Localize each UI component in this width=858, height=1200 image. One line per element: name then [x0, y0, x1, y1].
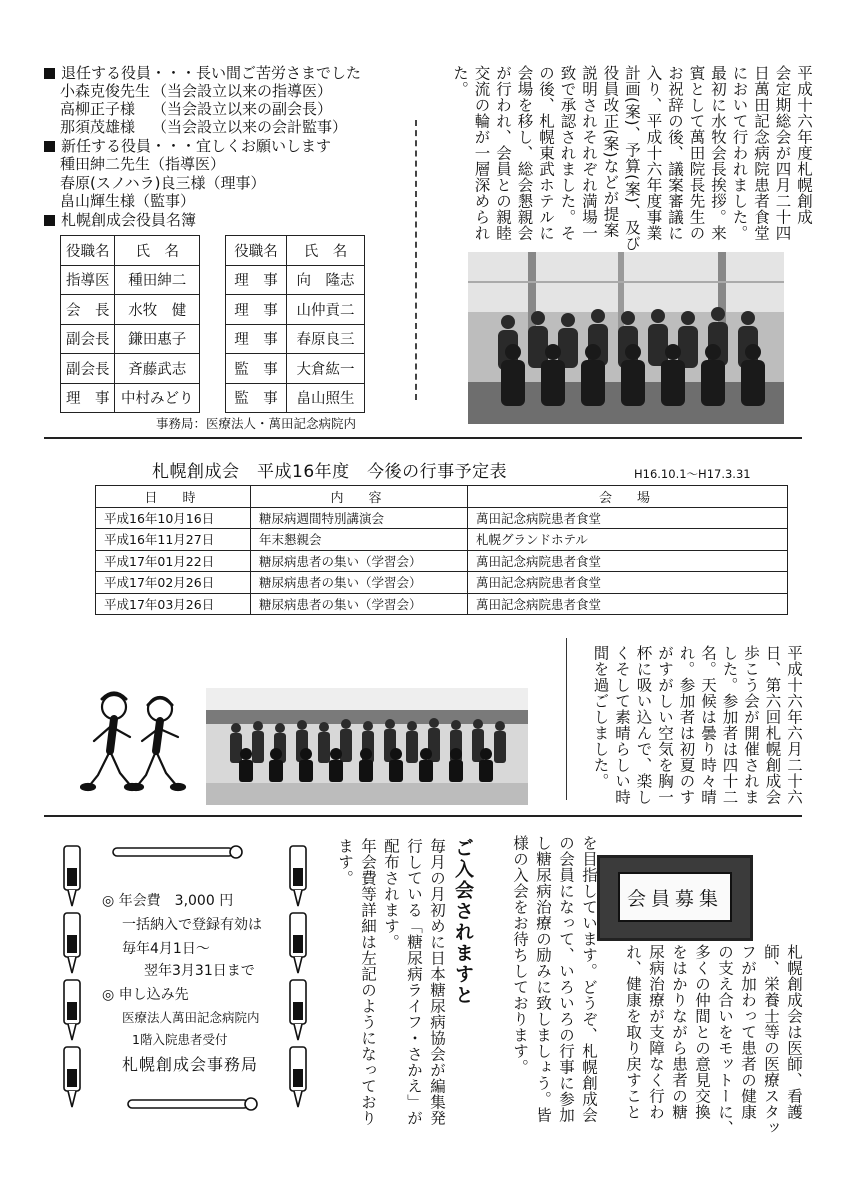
roster-header-name: 氏 名 [115, 236, 200, 266]
fee-info-box [58, 838, 328, 1118]
roster-row: 指導医 種田紳二 [61, 265, 200, 295]
square-bullet-icon [44, 215, 55, 226]
annual-fee-label: ◎ 年会費 3,000 円 [102, 893, 234, 909]
walk-event-text: 平成十六年六月二十六 日、第六回札幌創成会 歩こう会が開催されま した。参加者は四十二 名。天候は曇り時々晴 れ。参加者は初夏のす がすがしい空気を胸一 杯に吸い込んで、楽し くそして素晴らしい時 間を過ごしました。 [591, 645, 803, 805]
retiring-item: 那須茂雄様 （当会設立以来の会計監事） [60, 118, 348, 136]
new-member-item: 種田紳二先生（指導医） [60, 155, 226, 173]
schedule-header-row [96, 486, 788, 508]
table-row: 平成17年02月26日 糖尿病患者の集い（学習会） 萬田記念病院患者食堂 [96, 572, 788, 594]
roster-row: 副会長 斉藤武志 [61, 354, 200, 384]
apply-address: 1階入院患者受付 [132, 1032, 228, 1047]
section-divider [44, 437, 802, 439]
general-meeting-text: 平成十六年度札幌創成 会定期総会が四月二十四 日萬田記念病院患者食堂 において行われました。 最初に水牧会長挨拶。来 賓として萬田院長先生の お祝辞の後、議案審議に 入り、平成十六年度事業 計画(案)、予算(案)、及び 役員改正(案)などが提案 説明されそれぞれ満場一 致で承認されました。そ の後、札幌東武ホテルに 会場を移し、総会懇親会 が行われ、会員との親睦 交流の輪が一層深められ た。 [451, 65, 813, 252]
schedule-title: 札幌創成会 平成16年度 今後の行事予定表 [152, 462, 508, 482]
new-member-item: 春原(スノハラ)良三様（理事） [60, 174, 266, 192]
recruitment-sign [597, 855, 753, 941]
roster-row: 理 事 春原良三 [226, 324, 365, 354]
column-divider [415, 120, 417, 400]
new-members-heading: 新任する役員・・・宜しくお願いします [61, 137, 332, 155]
recruitment-text-upper: 札幌創成会は医師、看護 師、栄養士等の医療スタッ フが加わって患者の健康 の支え合いをモットーに、 多くの仲間との意見交換 をはかりながら患者の糖 尿病治療が支障なく行わ れ、健康を取り戻すこと [624, 944, 803, 1136]
roster-row: 理 事 山仲貢二 [226, 295, 365, 325]
fee-note: 一括納入で登録有効は [122, 917, 262, 933]
schedule-header-venue: 会 場 [468, 486, 788, 508]
square-bullet-icon [44, 141, 55, 152]
group-photo-image [468, 252, 784, 424]
square-bullet-icon [44, 68, 55, 79]
table-row: 平成17年03月26日 糖尿病患者の集い（学習会） 萬田記念病院患者食堂 [96, 593, 788, 615]
retiring-item: 小森克俊先生 （当会設立以来の指導医） [60, 82, 333, 100]
walking-people-icon [80, 685, 200, 805]
walk-event-photo [206, 688, 528, 805]
retiring-item: 高柳正子様 （当会設立以来の副会長） [60, 100, 333, 118]
section-divider [44, 815, 802, 817]
roster-row: 監 事 大倉紘一 [226, 354, 365, 384]
roster-row: 理 事 向 隆志 [226, 265, 365, 295]
walking-couple-illustration [80, 685, 200, 805]
fee-note: 毎年4月1日〜 [122, 941, 210, 957]
roster-table-right [225, 235, 365, 413]
roster-header-role: 役職名 [61, 236, 115, 266]
roster-row: 監 事 畠山照生 [226, 383, 365, 413]
roster-header-role: 役職名 [226, 236, 287, 266]
office-name: 札幌創成会事務局 [122, 1055, 259, 1074]
schedule-header-date: 日 時 [96, 486, 251, 508]
table-row: 平成17年01月22日 糖尿病患者の集い（学習会） 萬田記念病院患者食堂 [96, 550, 788, 572]
roster-table-left [60, 235, 200, 413]
walk-group-photo-image [206, 688, 528, 805]
schedule-period: H16.10.1〜H17.3.31 [634, 467, 751, 481]
fee-note: 翌年3月31日まで [144, 963, 255, 979]
schedule-table [95, 485, 788, 615]
general-meeting-photo [468, 252, 784, 424]
retiring-heading: 退任する役員・・・長い間ご苦労さまでした [61, 64, 362, 82]
apply-label: ◎ 申し込み先 [102, 987, 189, 1003]
apply-address: 医療法人萬田記念病院内 [122, 1010, 260, 1025]
membership-heading: ご入会されますと [452, 838, 474, 1006]
roster-row: 会 長 水牧 健 [61, 295, 200, 325]
table-row: 平成16年11月27日 年末懇親会 札幌グランドホテル [96, 529, 788, 551]
recruitment-sign-label: 会員募集 [618, 872, 732, 922]
membership-text: 毎月の月初めに日本糖尿病協会が編集発 行している「糖尿病ライフ・さかえ」が 配布されます。 年会費等詳細は左記のようになっており ます。 [336, 838, 446, 1126]
table-row: 平成16年10月16日 糖尿病週間特別講演会 萬田記念病院患者食堂 [96, 507, 788, 529]
roster-row: 理 事 中村みどり [61, 383, 200, 413]
new-member-item: 畠山輝生様（監事） [60, 192, 196, 210]
roster-row: 副会長 鎌田惠子 [61, 324, 200, 354]
roster-heading: 札幌創成会役員名簿 [61, 211, 197, 229]
roster-header-name: 氏 名 [287, 236, 365, 266]
office-note: 事務局：医療法人・萬田記念病院内 [156, 416, 357, 431]
schedule-header-content: 内 容 [251, 486, 468, 508]
recruitment-text-lower: を目指しています。どうぞ、札幌創成会 の会員になって、いろいろの行事に参加 し糖尿病治療の励みに致しましょう。皆 様の入会をお待ちしております。 [511, 835, 598, 1123]
